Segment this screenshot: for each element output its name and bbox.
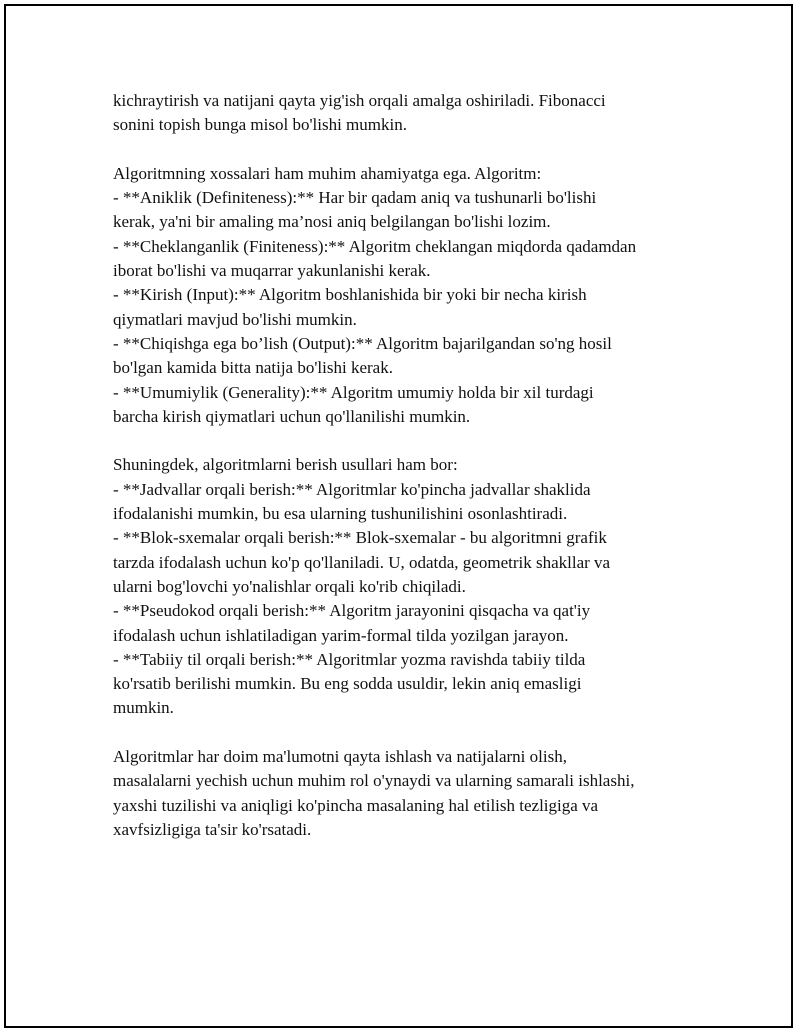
text-line: - **Kirish (Input):** Algoritm boshlanishida bir yoki bir necha kirish [113,285,587,305]
paragraph-conclusion [113,745,713,842]
text-line: Algoritmning xossalari ham muhim ahamiyatga ega. Algoritm: [113,163,542,183]
text-line: Algoritmlar har doim ma'lumotni qayta ishlash va natijalarni olish, [113,747,567,767]
paragraph-properties [113,162,713,429]
text-line: barcha kirish qiymatlari uchun qo'llanilishi mumkin. [113,406,471,426]
paragraph-gap [113,138,713,162]
text-line: Shuningdek, algoritmlarni berish usullari ham bor: [113,455,458,475]
text-line: xavfsizligiga ta'sir ko'rsatadi. [113,819,312,839]
text-line: - **Blok-sxemalar orqali berish:** Blok-sxemalar - bu algoritmni grafik [113,528,607,548]
text-line: ularni bog'lovchi yo'nalishlar orqali ko'rib chiqiladi. [113,576,466,596]
text-line: - **Cheklanganlik (Finiteness):** Algoritm cheklangan miqdorda qadamdan [113,236,637,256]
text-line: yaxshi tuzilishi va aniqligi ko'pincha masalaning hal etilish tezligiga va [113,795,599,815]
document-body [113,89,713,842]
text-line: qiymatlari mavjud bo'lishi mumkin. [113,309,357,329]
text-line: masalalarni yechish uchun muhim rol o'ynaydi va ularning samarali ishlashi, [113,771,635,791]
text-line: kichraytirish va natijani qayta yig'ish orqali amalga oshiriladi. Fibonacci [113,91,606,110]
paragraph-gap [113,429,713,453]
text-line: iborat bo'lishi va muqarrar yakunlanishi kerak. [113,261,431,281]
text-line: ifodalanishi mumkin, bu esa ularning tushunilishini osonlashtiradi. [113,504,568,524]
text-line: - **Jadvallar orqali berish:** Algoritmlar ko'pincha jadvallar shaklida [113,479,591,499]
text-line: - **Aniklik (Definiteness):** Har bir qadam aniq va tushunarli bo'lishi [113,188,597,208]
text-line: ko'rsatib berilishi mumkin. Bu eng sodda usuldir, lekin aniq emasligi [113,674,582,694]
text-line: kerak, ya'ni bir amaling ma’nosi aniq belgilangan bo'lishi lozim. [113,212,551,232]
text-line: sonini topish bunga misol bo'lishi mumkin. [113,115,407,135]
paragraph-methods [113,453,713,720]
text-line: tarzda ifodalash uchun ko'p qo'llaniladi. U, odatda, geometrik shakllar va [113,552,611,572]
text-line: - **Umumiylik (Generality):** Algoritm umumiy holda bir xil turdagi [113,382,594,402]
paragraph-intro [113,89,713,138]
text-line: bo'lgan kamida bitta natija bo'lishi kerak. [113,358,393,378]
paragraph-gap [113,721,713,745]
text-line: ifodalash uchun ishlatiladigan yarim-formal tilda yozilgan jarayon. [113,625,569,645]
text-line: - **Pseudokod orqali berish:** Algoritm jarayonini qisqacha va qat'iy [113,601,591,621]
text-line: mumkin. [113,698,174,718]
text-line: - **Tabiiy til orqali berish:** Algoritmlar yozma ravishda tabiiy tilda [113,649,586,669]
text-line: - **Chiqishga ega bo’lish (Output):** Algoritm bajarilgandan so'ng hosil [113,333,612,353]
